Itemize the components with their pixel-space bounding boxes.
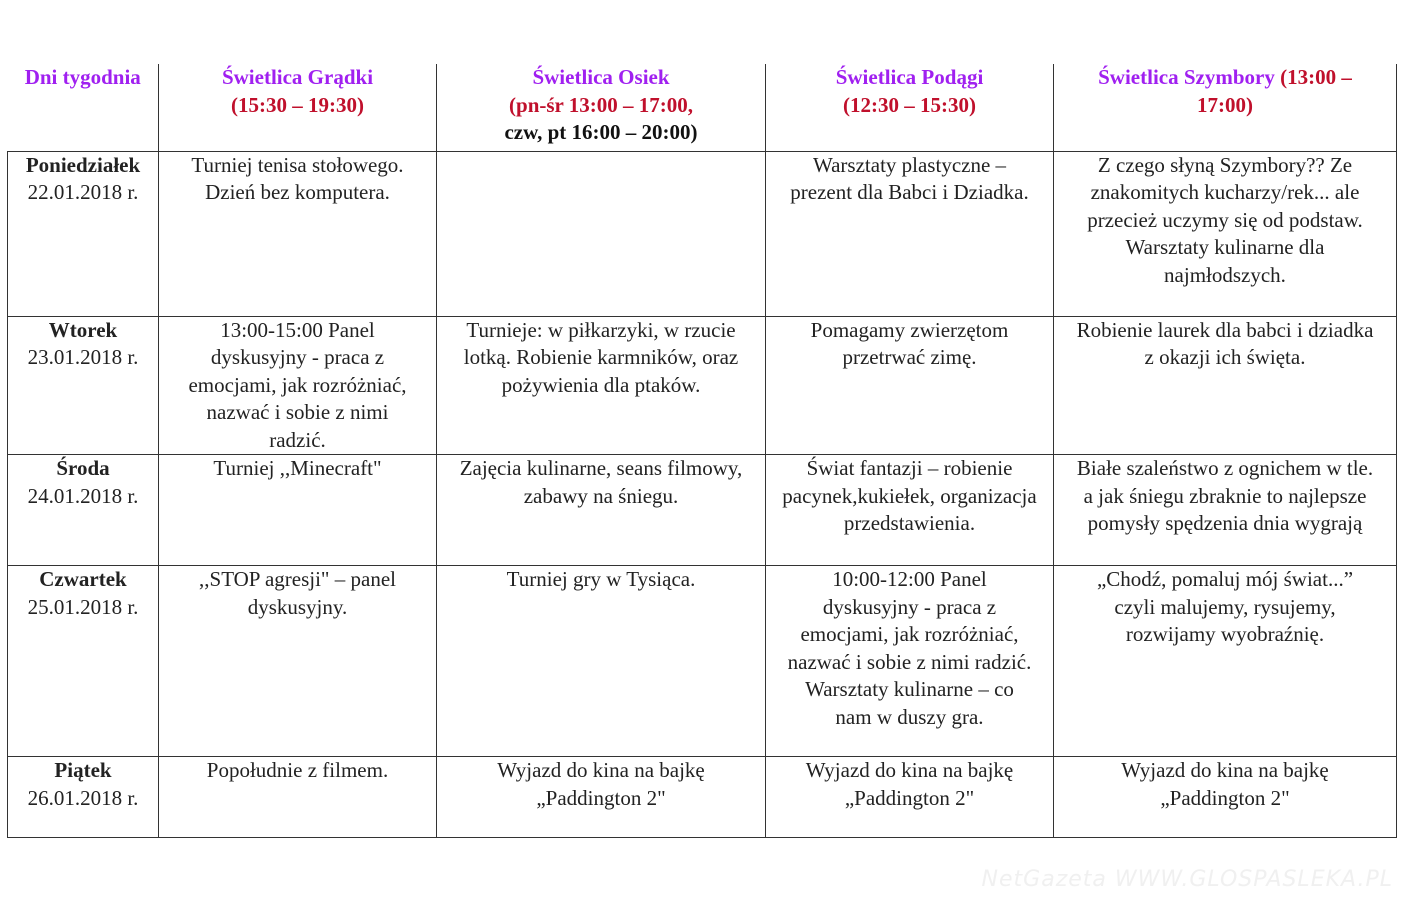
activity-text: pomysły spędzenia dnia wygrają: [1087, 511, 1363, 535]
activity-cell-podagi: [766, 455, 1054, 566]
activity-cell-osiek: [437, 151, 766, 316]
activity-cell-osiek: [437, 566, 766, 757]
schedule-table: [7, 64, 1397, 838]
header-osiek-name: Świetlica Osiek: [532, 65, 670, 89]
activity-text: Wyjazd do kina na bajkę: [1121, 758, 1329, 782]
activity-text: Wyjazd do kina na bajkę: [497, 758, 705, 782]
activity-cell-gradki: [159, 151, 437, 316]
activity-text: dyskusyjny.: [247, 594, 348, 619]
activity-text: Świat fantazji – robienie: [806, 456, 1013, 480]
header-osiek-hours-a: (pn-śr 13:00 – 17:00,: [509, 92, 693, 117]
activity-cell-szymbory: [1054, 151, 1397, 316]
activity-cell-podagi: [766, 151, 1054, 316]
activity-cell-podagi: [766, 316, 1054, 455]
activity-cell-podagi: [766, 757, 1054, 838]
activity-text: znakomitych kucharzy/rek... ale: [1090, 180, 1360, 204]
activity-text: Popołudnie z filmem.: [206, 758, 389, 782]
header-gradki-name: Świetlica Grądki: [221, 65, 374, 89]
day-name: Środa: [56, 456, 110, 480]
header-podagi: [766, 64, 1054, 151]
header-podagi-hours: (12:30 – 15:30): [843, 92, 976, 117]
day-date: 23.01.2018 r.: [27, 345, 139, 369]
header-szymbory-name: Świetlica Szymbory: [1098, 65, 1275, 89]
activity-text: Zajęcia kulinarne, seans filmowy,: [459, 456, 743, 480]
day-date: 22.01.2018 r.: [27, 180, 139, 204]
watermark: NetGazeta WWW.GLOSPASLEKA.PL: [981, 867, 1393, 892]
table-row: [8, 316, 1397, 455]
header-gradki-hours: (15:30 – 19:30): [231, 92, 364, 117]
activity-text: pacynek,kukiełek, organizacja: [782, 483, 1037, 508]
header-days-label: Dni tygodnia: [24, 65, 141, 89]
header-row: [8, 64, 1397, 151]
activity-text: dyskusyjny - praca z: [210, 345, 385, 369]
table-row: [8, 566, 1397, 757]
header-days: [8, 64, 159, 151]
activity-text: „Paddington 2": [844, 785, 975, 810]
activity-cell-szymbory: [1054, 455, 1397, 566]
header-podagi-name: Świetlica Podągi: [835, 65, 984, 89]
activity-text: nazwać i sobie z nimi radzić.: [787, 649, 1032, 674]
activity-text: Robienie laurek dla babci i dziadka: [1076, 317, 1374, 342]
activity-text: Turniej ,,Minecraft": [213, 456, 382, 480]
activity-text: Turniej tenisa stołowego.: [191, 152, 404, 177]
activity-text: emocjami, jak rozróżniać,: [188, 372, 407, 397]
activity-text: Warsztaty plastyczne –: [812, 152, 1007, 177]
activity-text: nazwać i sobie z nimi: [206, 400, 389, 424]
activity-text: zabawy na śniegu.: [523, 483, 679, 508]
activity-text: rozwijamy wyobraźnię.: [1125, 622, 1325, 646]
day-cell: [8, 566, 159, 757]
header-osiek-hours-b: czw, pt 16:00 – 20:00): [504, 120, 698, 144]
activity-text: lotką. Robienie karmników, oraz: [463, 345, 739, 369]
day-cell: [8, 151, 159, 316]
activity-text: Turniej gry w Tysiąca.: [506, 567, 696, 591]
activity-cell-osiek: [437, 757, 766, 838]
activity-text: dyskusyjny - praca z: [822, 594, 997, 619]
header-szymbory: [1054, 64, 1397, 151]
activity-cell-gradki: [159, 316, 437, 455]
activity-text: nam w duszy gra.: [835, 704, 984, 729]
day-cell: [8, 316, 159, 455]
day-date: 25.01.2018 r.: [27, 594, 139, 619]
header-gradki: [159, 64, 437, 151]
activity-cell-gradki: [159, 757, 437, 838]
table-row: [8, 455, 1397, 566]
table-row: [8, 757, 1397, 838]
activity-cell-podagi: [766, 566, 1054, 757]
activity-text: „Chodź, pomaluj mój świat...”: [1096, 567, 1354, 591]
activity-text: Warsztaty kulinarne dla: [1125, 235, 1325, 259]
activity-cell-gradki: [159, 455, 437, 566]
table-row: [8, 151, 1397, 316]
activity-text: Pomagamy zwierzętom: [810, 317, 1009, 342]
activity-cell-szymbory: [1054, 757, 1397, 838]
header-szymbory-hours-b: 17:00): [1197, 92, 1253, 117]
day-name: Czwartek: [39, 567, 127, 591]
activity-cell-szymbory: [1054, 316, 1397, 455]
day-name: Wtorek: [48, 317, 118, 342]
activity-text: czyli malujemy, rysujemy,: [1114, 594, 1336, 619]
activity-text: Turnieje: w piłkarzyki, w rzucie: [466, 317, 736, 342]
activity-text: Z czego słyną Szymbory?? Ze: [1097, 152, 1353, 177]
activity-text: prezent dla Babci i Dziadka.: [790, 180, 1029, 204]
header-szymbory-hours-a: (13:00 –: [1280, 65, 1352, 89]
day-name: Piątek: [54, 758, 112, 782]
activity-cell-gradki: [159, 566, 437, 757]
activity-text: „Paddington 2": [536, 785, 666, 810]
activity-text: 10:00-12:00 Panel: [832, 567, 987, 591]
activity-text: a jak śniegu zbraknie to najlepsze: [1083, 483, 1367, 508]
activity-text: Warsztaty kulinarne – co: [805, 677, 1014, 701]
activity-text: Wyjazd do kina na bajkę: [805, 758, 1014, 782]
activity-text: najmłodszych.: [1164, 262, 1286, 287]
day-date: 24.01.2018 r.: [27, 483, 139, 508]
activity-text: przetrwać zimę.: [842, 345, 977, 369]
day-date: 26.01.2018 r.: [27, 785, 139, 810]
activity-text: „Paddington 2": [1160, 785, 1290, 810]
activity-text: 13:00-15:00 Panel: [220, 317, 375, 342]
activity-cell-osiek: [437, 316, 766, 455]
activity-text: z okazji ich święta.: [1144, 345, 1306, 369]
activity-cell-osiek: [437, 455, 766, 566]
activity-text: Dzień bez komputera.: [205, 180, 390, 204]
activity-text: radzić.: [269, 427, 326, 452]
activity-text: emocjami, jak rozróżniać,: [800, 622, 1019, 646]
activity-text: przedstawienia.: [843, 511, 976, 535]
activity-text: pożywienia dla ptaków.: [501, 372, 701, 397]
activity-text: przecież uczymy się od podstaw.: [1087, 207, 1363, 232]
activity-text: Białe szaleństwo z ognichem w tle.: [1076, 456, 1374, 480]
activity-cell-szymbory: [1054, 566, 1397, 757]
day-name: Poniedziałek: [25, 152, 141, 177]
header-osiek: [437, 64, 766, 151]
day-cell: [8, 757, 159, 838]
day-cell: [8, 455, 159, 566]
activity-text: ,,STOP agresji" – panel: [199, 567, 396, 591]
